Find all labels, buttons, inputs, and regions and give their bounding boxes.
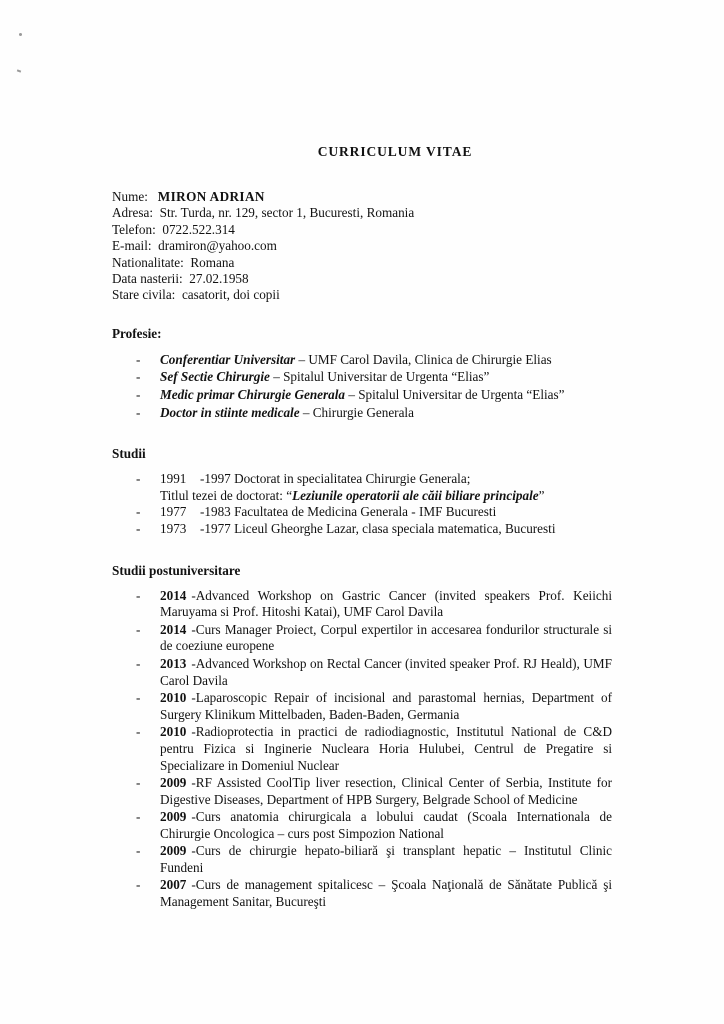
list-item — [112, 656, 612, 690]
identity-row — [112, 255, 612, 271]
dash-bullet-icon: - — [136, 689, 141, 705]
dash-bullet-icon: - — [136, 808, 141, 824]
identity-value: dramiron@yahoo.com — [158, 238, 277, 254]
course-year: 2014 — [160, 621, 187, 637]
course-text: -Advanced Workshop on Rectal Cancer (invited speaker Prof. RJ Heald), UMF Carol Davila — [160, 655, 612, 688]
course-year: 2010 — [160, 723, 187, 739]
list-item — [112, 775, 612, 809]
list-item — [112, 471, 612, 504]
profession-detail: – Chirurgie Generala — [302, 404, 414, 420]
list-item — [112, 877, 612, 911]
dash-bullet-icon: - — [136, 369, 141, 385]
profession-title: Doctor in stiinte medicale — [160, 404, 300, 420]
profession-detail: – Spitalul Universitar de Urgenta “Elias” — [348, 387, 565, 403]
profession-title: Sef Sectie Chirurgie — [160, 369, 270, 385]
list-item — [112, 588, 612, 622]
profession-list — [112, 352, 612, 421]
identity-value: 0722.522.314 — [162, 221, 235, 237]
course-year: 2009 — [160, 843, 187, 859]
dash-bullet-icon: - — [136, 521, 141, 536]
list-item — [112, 809, 612, 843]
list-item — [112, 843, 612, 877]
thesis-prefix: Titlul tezei de doctorat: “ — [160, 487, 293, 503]
dash-bullet-icon: - — [136, 504, 141, 520]
dash-bullet-icon: - — [136, 843, 141, 859]
identity-block — [112, 189, 612, 304]
list-item — [112, 521, 612, 538]
identity-row — [112, 238, 612, 254]
study-year: 1991 — [160, 471, 187, 487]
dash-bullet-icon: - — [136, 655, 141, 671]
studies-list — [112, 471, 612, 537]
list-item — [112, 369, 612, 386]
identity-row — [112, 222, 612, 238]
identity-label: Stare civila: — [112, 287, 176, 303]
identity-label: Data nasterii: — [112, 271, 183, 287]
course-text: -RF Assisted CoolTip liver resection, Clinical Center of Serbia, Institute for Digestive Diseases, Department of HPB Surgery, Belgrade School of Medicine — [160, 774, 612, 807]
study-text: -1983 Facultatea de Medicina Generala - IMF Bucuresti — [200, 504, 497, 520]
study-year: 1977 — [160, 504, 187, 520]
thesis-title: Leziunile operatorii ale căii biliare principale — [292, 487, 539, 503]
profession-title: Conferentiar Universitar — [160, 351, 296, 367]
course-year: 2014 — [160, 587, 187, 603]
scan-speck-icon — [17, 69, 21, 72]
list-item — [112, 504, 612, 521]
document-content — [112, 0, 612, 911]
page-title: CURRICULUM VITAE — [317, 144, 473, 159]
identity-value: casatorit, doi copii — [181, 287, 280, 303]
profession-detail: – Spitalul Universitar de Urgenta “Elias” — [273, 369, 490, 385]
dash-bullet-icon: - — [136, 471, 141, 487]
identity-value: Str. Turda, nr. 129, sector 1, Bucuresti, Romania — [159, 205, 415, 221]
profession-title: Medic primar Chirurgie Generala — [160, 387, 346, 403]
course-year: 2010 — [160, 689, 187, 705]
course-text: -Curs de chirurgie hepato-biliară şi transplant hepatic – Institutul Clinic Fundeni — [160, 843, 612, 875]
study-year: 1973 — [160, 521, 187, 536]
identity-row — [112, 189, 612, 205]
course-text: -Curs anatomia chirurgicala a lobului caudat (Scoala Internationala de Chirurgie Oncologica – curs post Simpozion National — [160, 808, 612, 841]
dash-bullet-icon: - — [136, 351, 141, 367]
study-subline — [160, 488, 612, 505]
identity-value: 27.02.1958 — [189, 271, 249, 287]
dash-bullet-icon: - — [136, 587, 141, 603]
dash-bullet-icon: - — [136, 621, 141, 637]
list-item — [112, 405, 612, 422]
identity-label: Nationalitate: — [112, 254, 184, 270]
course-text: -Curs Manager Proiect, Corpul expertilor in accesarea fondurilor structurale si de coeziune europene — [160, 621, 612, 654]
identity-label: Telefon: — [112, 221, 156, 237]
scan-speck-icon — [19, 33, 22, 36]
list-item — [112, 622, 612, 656]
identity-label: E-mail: — [112, 238, 152, 254]
course-year: 2013 — [160, 655, 187, 671]
study-text: -1997 Doctorat in specialitatea Chirurgie Generala; — [200, 471, 471, 487]
course-text: -Radioprotectia in practici de radiodiagnostic, Institutul National de C&D pentru Fizica si Inginerie Nucleara Horia Hulubei, Centrul de Pregatire si Specializare in Domeniul Nuclear — [160, 723, 612, 773]
list-item — [112, 690, 612, 724]
list-item — [112, 724, 612, 774]
identity-row — [112, 287, 612, 303]
identity-row — [112, 271, 612, 287]
identity-row — [112, 205, 612, 221]
dash-bullet-icon: - — [136, 723, 141, 739]
profession-detail: – UMF Carol Davila, Clinica de Chirurgie Elias — [298, 351, 552, 367]
course-year: 2009 — [160, 808, 187, 824]
course-year: 2007 — [160, 877, 187, 893]
identity-value: Romana — [190, 254, 235, 270]
identity-label: Nume: — [112, 189, 148, 204]
identity-label: Adresa: — [112, 205, 154, 221]
section-heading-profesie: Profesie: — [112, 325, 162, 341]
course-year: 2009 — [160, 774, 187, 790]
postgraduate-list — [112, 588, 612, 911]
course-text: -Advanced Workshop on Gastric Cancer (invited speakers Prof. Keiichi Maruyama si Prof. Hitoshi Katai), UMF Carol Davila — [160, 587, 612, 620]
study-text: -1977 Liceul Gheorghe Lazar, clasa speciala matematica, Bucuresti — [200, 521, 556, 536]
dash-bullet-icon: - — [136, 404, 141, 420]
section-heading-studii-postuniversitare: Studii postuniversitare — [112, 562, 241, 578]
dash-bullet-icon: - — [136, 877, 141, 893]
list-item — [112, 387, 612, 404]
dash-bullet-icon: - — [136, 387, 141, 403]
course-text: -Curs de management spitalicesc – Şcoala Naţională de Sănătate Publică şi Management Sanitar, Bucureşti — [160, 877, 612, 909]
list-item — [112, 352, 612, 369]
course-text: -Laparoscopic Repair of incisional and parastomal hernias, Department of Surgery Klinikum Mittelbaden, Baden-Baden, Germania — [160, 689, 612, 722]
section-heading-studii: Studii — [112, 446, 146, 462]
identity-value: MIRON ADRIAN — [157, 189, 265, 204]
thesis-suffix: ” — [538, 487, 545, 503]
dash-bullet-icon: - — [136, 774, 141, 790]
